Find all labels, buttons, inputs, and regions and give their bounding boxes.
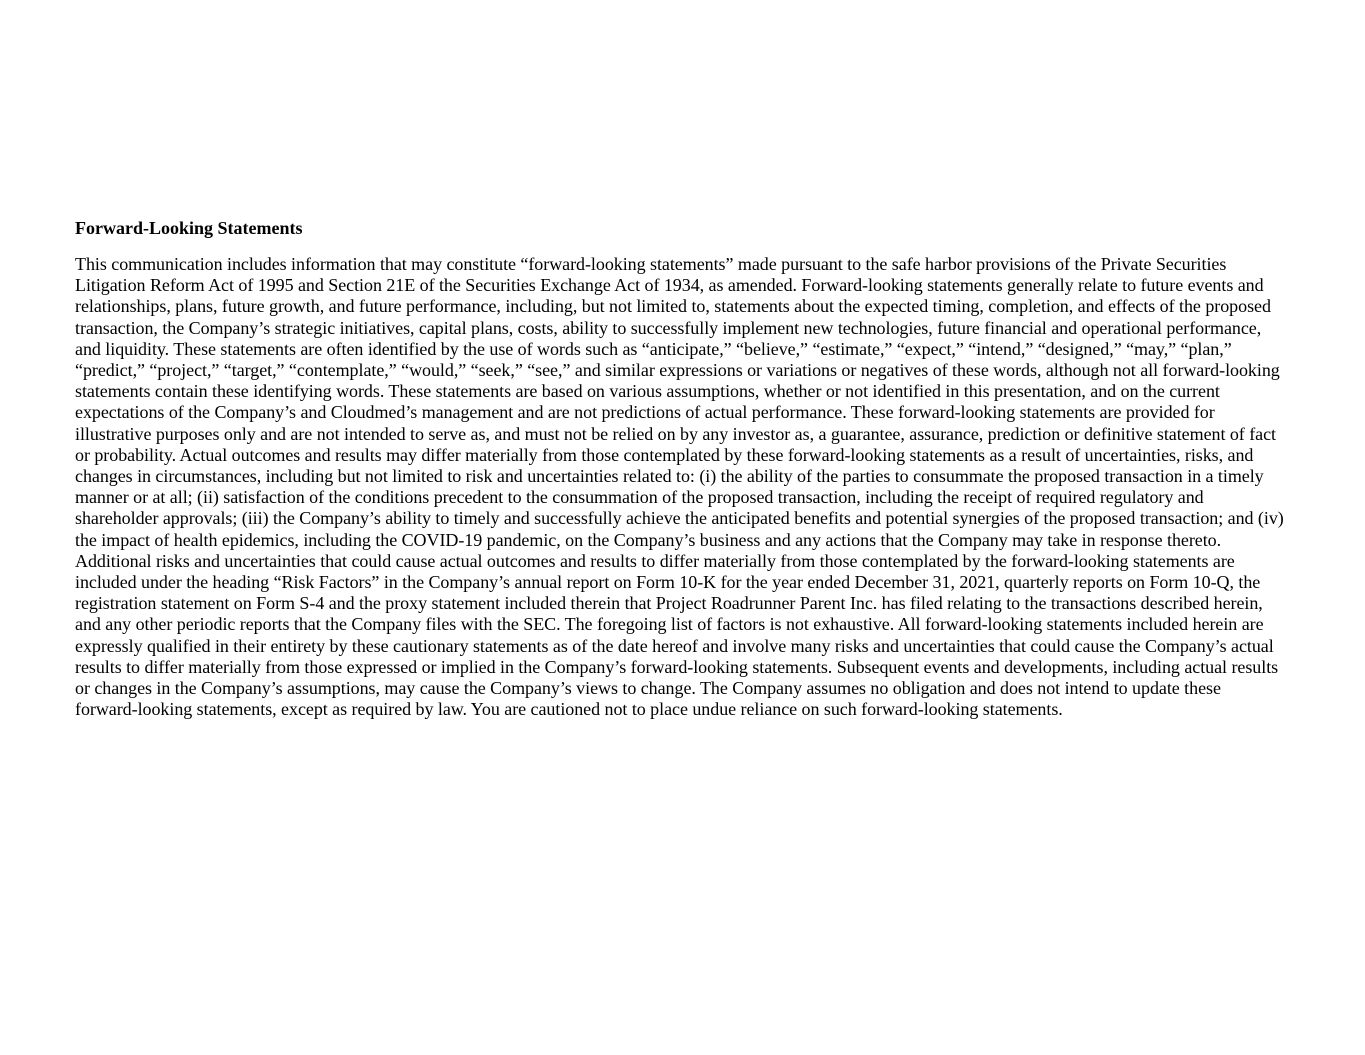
section-heading: Forward-Looking Statements <box>75 218 303 238</box>
body-paragraph: This communication includes information that may constitute “forward-looking statements” made pursuant to the safe harbor provisions of the Private Securities Litigation Reform Act of 1995 and Section 21E of the Securities Exchange Act of 1934, as amended. Forward-looking statements generally relate to future events and relationships, plans, future growth, and future performance, including, but not limited to, statements about the expected timing, completion, and effects of the proposed transaction, the Company’s strategic initiatives, capital plans, costs, ability to successfully implement new technologies, future financial and operational performance, and liquidity. These statements are often identified by the use of words such as “anticipate,” “believe,” “estimate,” “expect,” “intend,” “designed,” “may,” “plan,” “predict,” “project,” “target,” “contemplate,” “would,” “seek,” “see,” and similar expressions or variations or negatives of these words, although not all forward-looking statements contain these identifying words. These statements are based on various assumptions, whether or not identified in this presentation, and on the current expectations of the Company’s and Cloudmed’s management and are not predictions of actual performance. These forward-looking statements are provided for illustrative purposes only and are not intended to serve as, and must not be relied on by any investor as, a guarantee, assurance, prediction or definitive statement of fact or probability. Actual outcomes and results may differ materially from those contemplated by these forward-looking statements as a result of uncertainties, risks, and changes in circumstances, including but not limited to risk and uncertainties related to: (i) the ability of the parties to consummate the proposed transaction in a timely manner or at all; (ii) satisfaction of the conditions precedent to the consummation of the proposed transaction, including the receipt of required regulatory and shareholder approvals; (iii) the Company’s ability to timely and successfully achieve the anticipated benefits and potential synergies of the proposed transaction; and (iv) the impact of health epidemics, including the COVID-19 pandemic, on the Company’s business and any actions that the Company may take in response thereto. Additional risks and uncertainties that could cause actual outcomes and results to differ materially from those contemplated by the forward-looking statements are included under the heading “Risk Factors” in the Company’s annual report on Form 10-K for the year ended December 31, 2021, quarterly reports on Form 10-Q, the registration statement on Form S-4 and the proxy statement included therein that Project Roadrunner Parent Inc. has filed relating to the transactions described herein, and any other periodic reports that the Company files with the SEC. The foregoing list of factors is not exhaustive. All forward-looking statements included herein are expressly qualified in their entirety by these cautionary statements as of the date hereof and involve many risks and uncertainties that could cause the Company’s actual results to differ materially from those expressed or implied in the Company’s forward-looking statements. Subsequent events and developments, including actual results or changes in the Company’s assumptions, may cause the Company’s views to change. The Company assumes no obligation and does not intend to update these forward-looking statements, except as required by law. You are cautioned not to place undue reliance on such forward-looking statements. <box>75 254 1284 720</box>
document-content <box>75 216 1287 720</box>
